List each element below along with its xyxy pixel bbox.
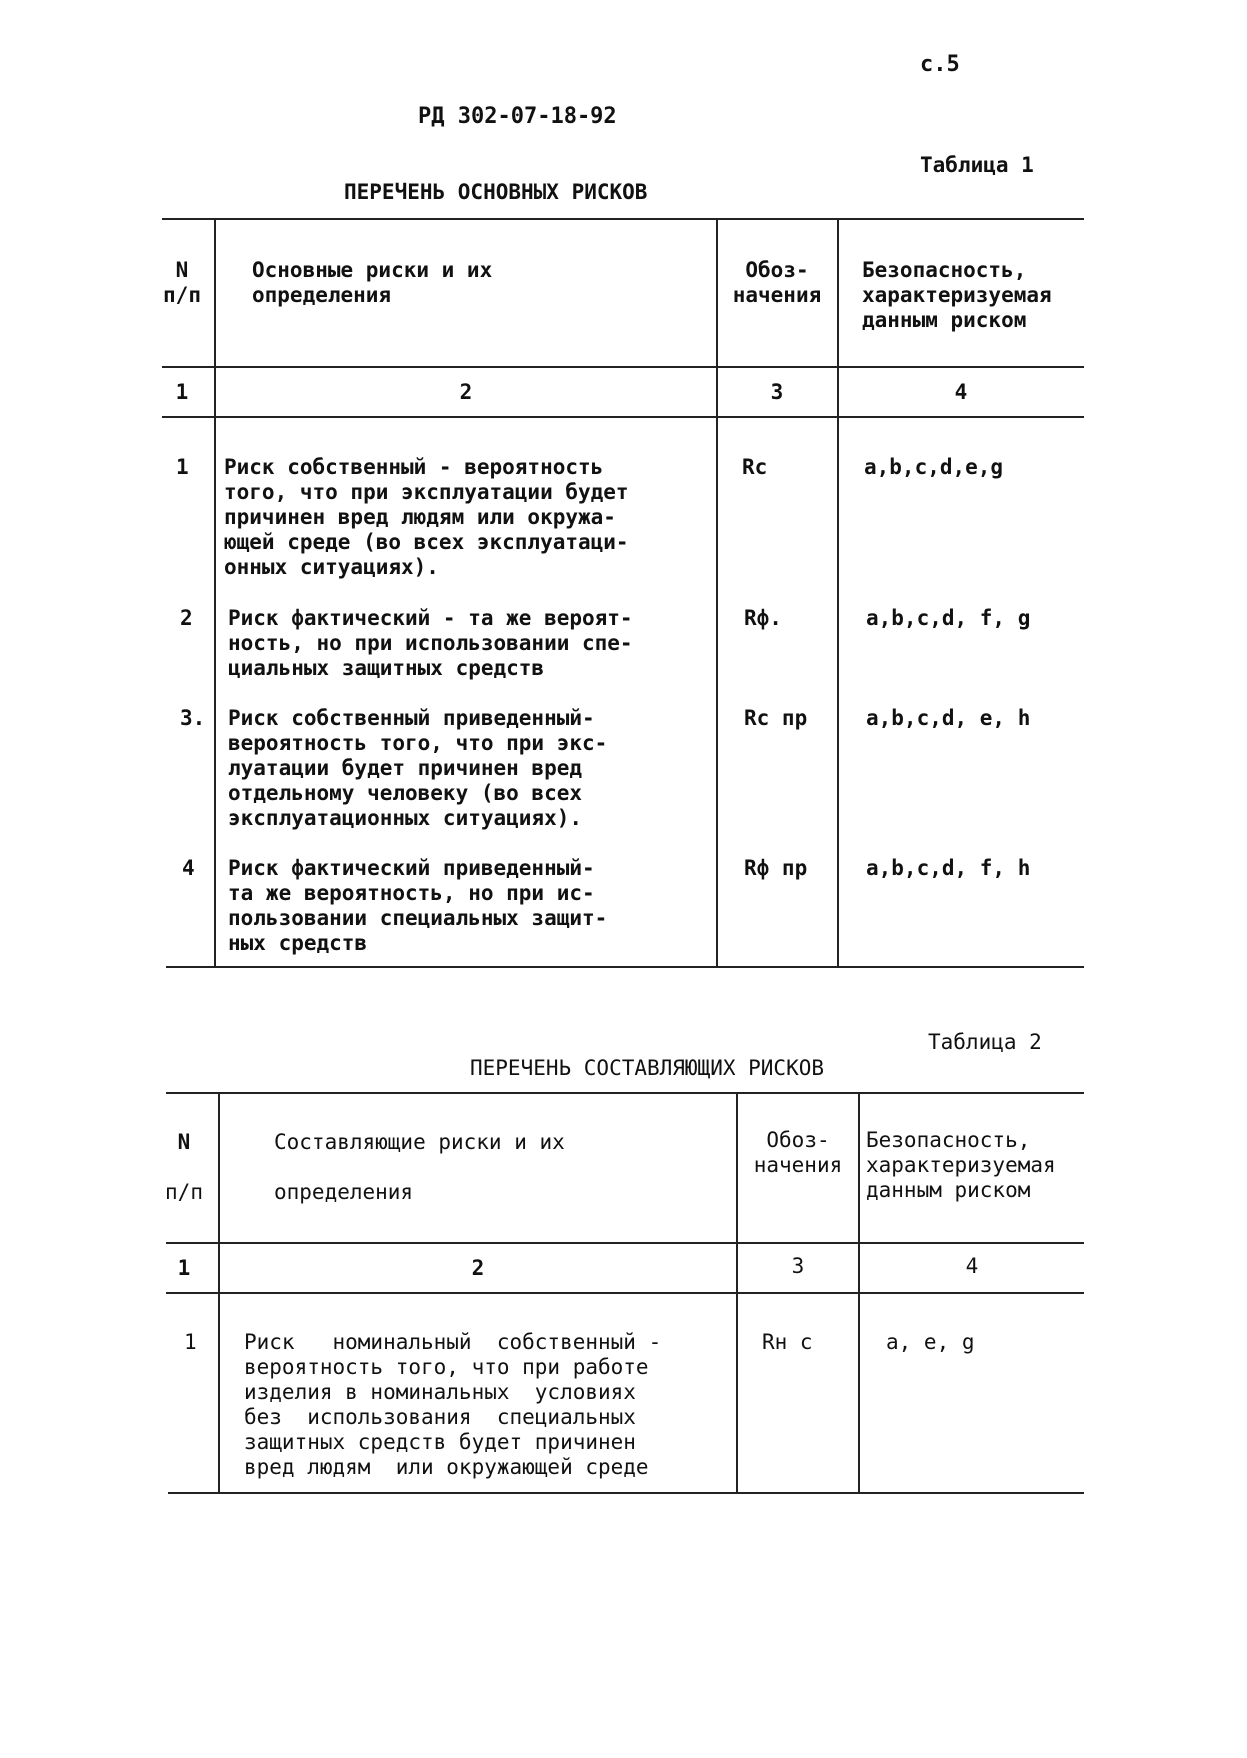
table1-row4-num: 4 xyxy=(182,856,195,880)
table2-header-symbol: Обоз- начения xyxy=(753,1128,843,1177)
table2-bottom-rule xyxy=(168,1492,1084,1494)
table1-header-safety: Безопасность, характеризуемая данным риском xyxy=(862,258,1052,332)
table1-col-divider-3 xyxy=(837,220,839,966)
table1-colnum-2: 2 xyxy=(459,380,473,404)
table1-colnum-4: 4 xyxy=(954,380,968,404)
table2-col-divider-3 xyxy=(858,1094,860,1492)
table2-header-definition-line2: определения xyxy=(274,1180,414,1204)
table2-top-rule xyxy=(166,1092,1084,1094)
table1-colnum-1: 1 xyxy=(175,380,189,404)
table2-row1-symbol: Rн с xyxy=(762,1330,813,1354)
table1-row2-symbol: Rф. xyxy=(744,606,782,630)
table2-label: Таблица 2 xyxy=(928,1030,1042,1054)
table2-col-divider-1 xyxy=(218,1094,220,1492)
table1-row3-symbol: Rc пр xyxy=(744,706,808,730)
table1-col-divider-1 xyxy=(214,220,216,966)
page-number: с.5 xyxy=(920,52,960,77)
table2-row1-num: 1 xyxy=(184,1330,197,1354)
table1-row1-num: 1 xyxy=(176,455,189,479)
table1-colnum-rule xyxy=(162,416,1084,418)
document-code: РД 302-07-18-92 xyxy=(418,104,617,129)
table1-header-symbol: Обоз- начения xyxy=(732,258,822,307)
table1-bottom-rule xyxy=(166,966,1084,968)
table2-header-safety: Безопасность, характеризуемая данным риском xyxy=(866,1128,1056,1202)
table1-row3-definition: Риск собственный приведенный- вероятность того, что при экс- луатации будет причинен вред отдельному человеку (во всех эксплуатационных ситуациях). xyxy=(228,706,608,830)
table1-row1-definition: Риск собственный - вероятность того, что при эксплуатации будет причинен вред людям или окружа- ющей среде (во всех эксплуатаци- онных ситуациях). xyxy=(224,455,629,579)
table2-header-definition-line1: Составляющие риски и их xyxy=(274,1130,565,1154)
table1-colnum-3: 3 xyxy=(770,380,784,404)
table1-row2-definition: Риск фактический - та же вероят- ность, но при использовании спе- циальных защитных средств xyxy=(228,606,633,680)
table2-row1-safety: a, e, g xyxy=(886,1330,975,1354)
table1-row2-num: 2 xyxy=(180,606,193,630)
table1-row3-num: 3. xyxy=(180,706,206,730)
table1-label: Таблица 1 xyxy=(920,153,1034,177)
table1-header-num: N п/п xyxy=(163,258,201,307)
table1-row4-symbol: Rф пр xyxy=(744,856,808,880)
table1-col-divider-2 xyxy=(716,220,718,966)
table2-row1-definition: Риск номинальный собственный - вероятность того, что при работе изделия в номинальных условиях без использования специальных защитных средств будет причинен вред людям или окружающей среде xyxy=(244,1330,662,1479)
table2-colnum-rule xyxy=(166,1292,1084,1294)
table2-header-pp: п/п xyxy=(165,1180,203,1204)
table1-top-rule xyxy=(162,218,1084,220)
table2-header-num: N xyxy=(177,1130,191,1154)
table1-row4-safety: a,b,c,d, f, h xyxy=(866,856,1031,880)
table2-colnum-2: 2 xyxy=(471,1256,485,1280)
table1-row2-safety: a,b,c,d, f, g xyxy=(866,606,1031,630)
table2-colnum-3: 3 xyxy=(791,1254,805,1278)
table1-row4-definition: Риск фактический приведенный- та же вероятность, но при ис- пользовании специальных защит- ных средств xyxy=(228,856,608,955)
table1-header-rule xyxy=(162,366,1084,368)
table2-colnum-1: 1 xyxy=(177,1256,191,1280)
table2-header-rule xyxy=(166,1242,1084,1244)
table2-colnum-4: 4 xyxy=(965,1254,979,1278)
table2-title: ПЕРЕЧЕНЬ СОСТАВЛЯЮЩИХ РИСКОВ xyxy=(470,1056,825,1080)
table1-row1-safety: a,b,c,d,e,g xyxy=(864,455,1004,479)
table1-title: ПЕРЕЧЕНЬ ОСНОВНЫХ РИСКОВ xyxy=(344,180,648,204)
table1-row1-symbol: Rc xyxy=(742,455,768,479)
table1-row3-safety: a,b,c,d, e, h xyxy=(866,706,1031,730)
table1-header-definition: Основные риски и их определения xyxy=(252,258,493,307)
